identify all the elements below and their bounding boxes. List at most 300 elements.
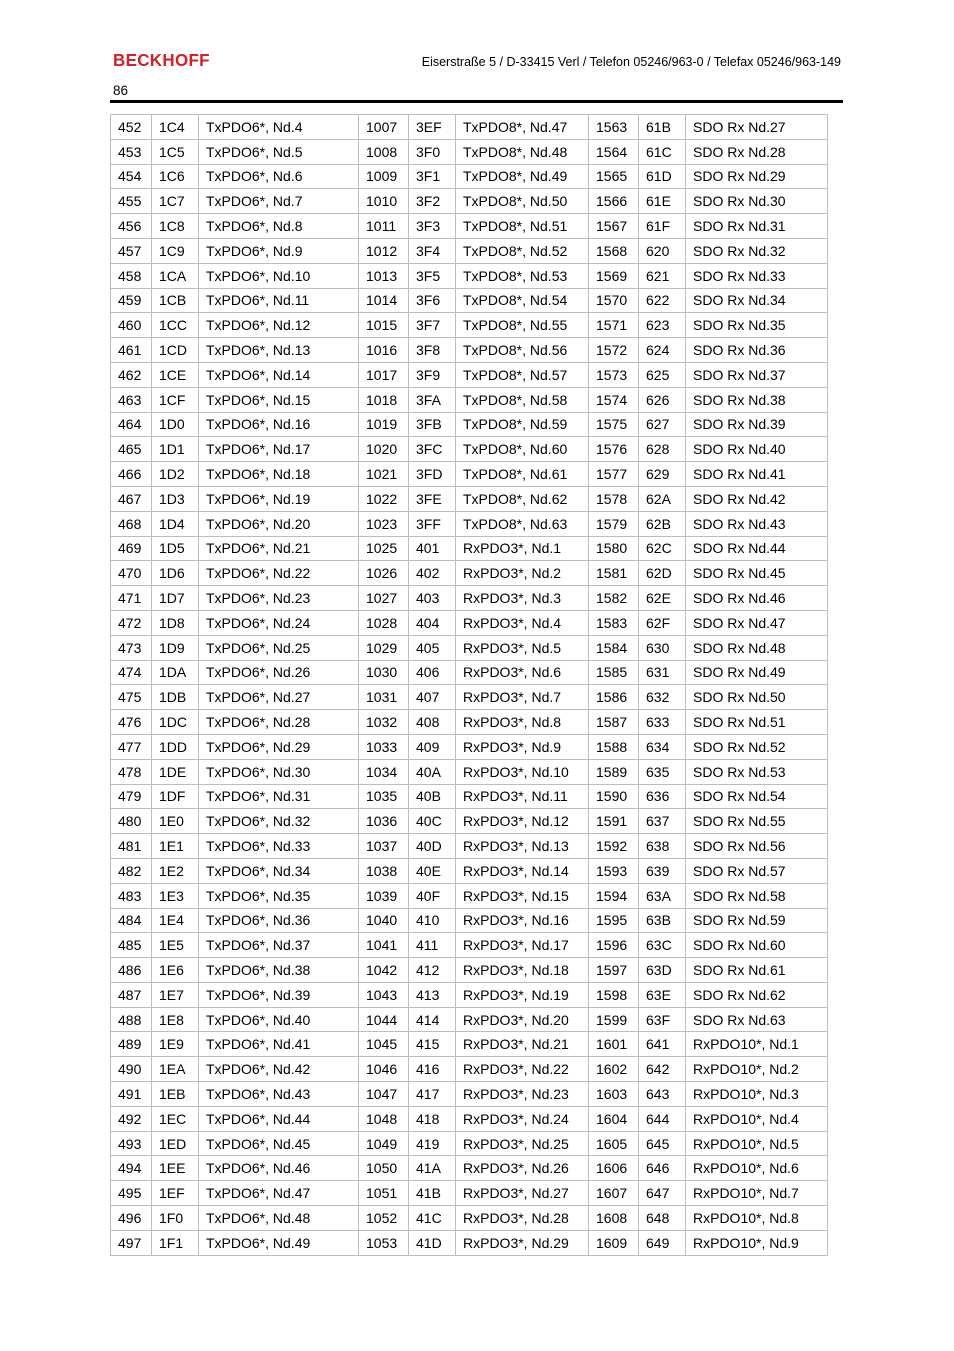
cell-index-hex: 63C (639, 933, 686, 958)
table-row (111, 139, 828, 164)
cell-index-hex: 1C9 (152, 238, 199, 263)
cell-index-dec: 473 (111, 635, 152, 660)
cell-object-name: SDO Rx Nd.62 (686, 982, 828, 1007)
cell-index-hex: 415 (409, 1032, 456, 1057)
cell-index-hex: 1D1 (152, 437, 199, 462)
cell-object-name: TxPDO6*, Nd.14 (199, 362, 359, 387)
cell-object-name: TxPDO6*, Nd.32 (199, 809, 359, 834)
table-row (111, 784, 828, 809)
cell-index-hex: 1C7 (152, 189, 199, 214)
table-row (111, 263, 828, 288)
cell-object-name: RxPDO10*, Nd.3 (686, 1082, 828, 1107)
cell-index-hex: 623 (639, 313, 686, 338)
cell-index-hex: 1E8 (152, 1007, 199, 1032)
table-row (111, 883, 828, 908)
cell-index-dec: 1031 (359, 685, 409, 710)
cell-index-dec: 1606 (589, 1156, 639, 1181)
cell-index-dec: 1047 (359, 1082, 409, 1107)
cell-index-dec: 456 (111, 214, 152, 239)
cell-index-hex: 628 (639, 437, 686, 462)
cell-object-name: SDO Rx Nd.49 (686, 660, 828, 685)
cell-index-dec: 464 (111, 412, 152, 437)
cell-index-dec: 461 (111, 338, 152, 363)
cell-index-hex: 63D (639, 958, 686, 983)
cell-object-name: TxPDO8*, Nd.49 (456, 164, 589, 189)
cell-index-dec: 1587 (589, 710, 639, 735)
cell-index-hex: 639 (639, 858, 686, 883)
cell-index-dec: 486 (111, 958, 152, 983)
cell-object-name: TxPDO6*, Nd.47 (199, 1181, 359, 1206)
cell-object-name: TxPDO6*, Nd.49 (199, 1230, 359, 1255)
cell-object-name: RxPDO10*, Nd.6 (686, 1156, 828, 1181)
cell-index-dec: 1565 (589, 164, 639, 189)
cell-index-dec: 1574 (589, 387, 639, 412)
cell-index-hex: 41A (409, 1156, 456, 1181)
table-row (111, 982, 828, 1007)
cell-object-name: TxPDO6*, Nd.25 (199, 635, 359, 660)
cell-object-name: TxPDO6*, Nd.45 (199, 1131, 359, 1156)
cell-index-hex: 1F0 (152, 1206, 199, 1231)
cell-index-hex: 3F8 (409, 338, 456, 363)
cell-object-name: RxPDO3*, Nd.20 (456, 1007, 589, 1032)
cell-index-dec: 488 (111, 1007, 152, 1032)
cell-index-dec: 453 (111, 139, 152, 164)
cell-object-name: SDO Rx Nd.47 (686, 610, 828, 635)
cell-index-dec: 1016 (359, 338, 409, 363)
cell-object-name: RxPDO3*, Nd.13 (456, 834, 589, 859)
cell-index-hex: 413 (409, 982, 456, 1007)
cell-index-hex: 40D (409, 834, 456, 859)
cell-object-name: SDO Rx Nd.53 (686, 759, 828, 784)
cell-index-dec: 1585 (589, 660, 639, 685)
cell-object-name: RxPDO3*, Nd.22 (456, 1057, 589, 1082)
cell-index-dec: 485 (111, 933, 152, 958)
cell-index-hex: 61B (639, 115, 686, 140)
cell-index-dec: 1027 (359, 586, 409, 611)
cell-index-hex: 1C6 (152, 164, 199, 189)
cell-index-hex: 3EF (409, 115, 456, 140)
cell-object-name: TxPDO6*, Nd.4 (199, 115, 359, 140)
cell-index-dec: 494 (111, 1156, 152, 1181)
table-row (111, 189, 828, 214)
cell-index-hex: 630 (639, 635, 686, 660)
table-row (111, 387, 828, 412)
cell-object-name: TxPDO6*, Nd.16 (199, 412, 359, 437)
cell-index-hex: 41B (409, 1181, 456, 1206)
cell-index-dec: 1049 (359, 1131, 409, 1156)
cell-index-hex: 1DE (152, 759, 199, 784)
cell-index-dec: 1041 (359, 933, 409, 958)
cell-index-dec: 1026 (359, 561, 409, 586)
table-row (111, 1057, 828, 1082)
cell-index-hex: 411 (409, 933, 456, 958)
cell-object-name: RxPDO3*, Nd.1 (456, 536, 589, 561)
cell-object-name: RxPDO3*, Nd.21 (456, 1032, 589, 1057)
cell-index-dec: 469 (111, 536, 152, 561)
cell-index-hex: 1CF (152, 387, 199, 412)
cell-index-dec: 497 (111, 1230, 152, 1255)
cell-index-hex: 1D6 (152, 561, 199, 586)
cell-object-name: SDO Rx Nd.31 (686, 214, 828, 239)
cell-index-hex: 3FF (409, 511, 456, 536)
cell-index-hex: 641 (639, 1032, 686, 1057)
cell-index-hex: 63B (639, 908, 686, 933)
cell-index-hex: 1D3 (152, 486, 199, 511)
cell-object-name: RxPDO3*, Nd.4 (456, 610, 589, 635)
cell-index-dec: 482 (111, 858, 152, 883)
cell-index-dec: 1607 (589, 1181, 639, 1206)
cell-index-hex: 3F6 (409, 288, 456, 313)
cell-index-dec: 480 (111, 809, 152, 834)
cell-index-hex: 3F9 (409, 362, 456, 387)
cell-object-name: SDO Rx Nd.60 (686, 933, 828, 958)
cell-object-name: TxPDO8*, Nd.52 (456, 238, 589, 263)
cell-index-dec: 1563 (589, 115, 639, 140)
cell-index-dec: 1008 (359, 139, 409, 164)
table-row (111, 462, 828, 487)
cell-index-hex: 1DB (152, 685, 199, 710)
cell-index-dec: 1598 (589, 982, 639, 1007)
cell-index-hex: 1E3 (152, 883, 199, 908)
cell-index-hex: 3F0 (409, 139, 456, 164)
cell-object-name: TxPDO6*, Nd.15 (199, 387, 359, 412)
cell-object-name: TxPDO6*, Nd.35 (199, 883, 359, 908)
cell-index-hex: 646 (639, 1156, 686, 1181)
cell-object-name: TxPDO6*, Nd.5 (199, 139, 359, 164)
page-number: 86 (113, 83, 129, 98)
cell-object-name: SDO Rx Nd.42 (686, 486, 828, 511)
table-row (111, 561, 828, 586)
cell-index-dec: 1009 (359, 164, 409, 189)
cell-object-name: TxPDO6*, Nd.9 (199, 238, 359, 263)
cell-object-name: TxPDO6*, Nd.26 (199, 660, 359, 685)
cell-object-name: RxPDO3*, Nd.26 (456, 1156, 589, 1181)
cell-index-hex: 63A (639, 883, 686, 908)
cell-object-name: RxPDO3*, Nd.3 (456, 586, 589, 611)
cell-object-name: TxPDO6*, Nd.8 (199, 214, 359, 239)
cell-index-hex: 1EE (152, 1156, 199, 1181)
cell-index-dec: 1046 (359, 1057, 409, 1082)
cell-object-name: TxPDO6*, Nd.28 (199, 710, 359, 735)
cell-object-name: TxPDO6*, Nd.22 (199, 561, 359, 586)
cell-index-dec: 479 (111, 784, 152, 809)
cell-object-name: SDO Rx Nd.44 (686, 536, 828, 561)
cell-index-dec: 1051 (359, 1181, 409, 1206)
table-row (111, 511, 828, 536)
cell-object-name: RxPDO10*, Nd.8 (686, 1206, 828, 1231)
cell-index-dec: 1048 (359, 1106, 409, 1131)
cell-index-dec: 1599 (589, 1007, 639, 1032)
cell-index-dec: 495 (111, 1181, 152, 1206)
cell-index-hex: 3F4 (409, 238, 456, 263)
cell-index-hex: 3F7 (409, 313, 456, 338)
cell-object-name: TxPDO8*, Nd.55 (456, 313, 589, 338)
table-row (111, 1131, 828, 1156)
cell-index-hex: 643 (639, 1082, 686, 1107)
cell-object-name: TxPDO8*, Nd.47 (456, 115, 589, 140)
cell-object-name: TxPDO8*, Nd.53 (456, 263, 589, 288)
cell-index-hex: 1CD (152, 338, 199, 363)
table-row (111, 486, 828, 511)
cell-index-dec: 1580 (589, 536, 639, 561)
cell-object-name: RxPDO3*, Nd.10 (456, 759, 589, 784)
cell-object-name: SDO Rx Nd.38 (686, 387, 828, 412)
cell-object-name: TxPDO6*, Nd.21 (199, 536, 359, 561)
cell-index-hex: 3F1 (409, 164, 456, 189)
cell-index-hex: 1DF (152, 784, 199, 809)
cell-index-dec: 493 (111, 1131, 152, 1156)
cell-index-hex: 62C (639, 536, 686, 561)
cell-object-name: SDO Rx Nd.43 (686, 511, 828, 536)
cell-index-dec: 1576 (589, 437, 639, 462)
cell-index-dec: 1036 (359, 809, 409, 834)
table-row (111, 586, 828, 611)
cell-index-hex: 3F5 (409, 263, 456, 288)
table-row (111, 164, 828, 189)
cell-index-hex: 63E (639, 982, 686, 1007)
cell-object-name: TxPDO6*, Nd.37 (199, 933, 359, 958)
cell-object-name: TxPDO8*, Nd.63 (456, 511, 589, 536)
cell-object-name: TxPDO6*, Nd.39 (199, 982, 359, 1007)
table-row (111, 412, 828, 437)
cell-index-dec: 462 (111, 362, 152, 387)
cell-object-name: TxPDO6*, Nd.40 (199, 1007, 359, 1032)
cell-index-hex: 1D9 (152, 635, 199, 660)
table-row (111, 1007, 828, 1032)
cell-object-name: TxPDO6*, Nd.31 (199, 784, 359, 809)
cell-index-dec: 1584 (589, 635, 639, 660)
cell-object-name: TxPDO6*, Nd.42 (199, 1057, 359, 1082)
cell-index-hex: 409 (409, 734, 456, 759)
cell-index-hex: 408 (409, 710, 456, 735)
cell-index-dec: 1030 (359, 660, 409, 685)
cell-object-name: TxPDO6*, Nd.20 (199, 511, 359, 536)
cell-index-dec: 1564 (589, 139, 639, 164)
cell-index-hex: 648 (639, 1206, 686, 1231)
cell-object-name: TxPDO8*, Nd.56 (456, 338, 589, 363)
cell-index-hex: 1DA (152, 660, 199, 685)
cell-index-hex: 1D7 (152, 586, 199, 611)
cell-index-dec: 1011 (359, 214, 409, 239)
cell-object-name: TxPDO6*, Nd.48 (199, 1206, 359, 1231)
cell-index-dec: 496 (111, 1206, 152, 1231)
cell-index-hex: 41C (409, 1206, 456, 1231)
cell-object-name: RxPDO3*, Nd.5 (456, 635, 589, 660)
cell-index-hex: 629 (639, 462, 686, 487)
cell-index-dec: 1017 (359, 362, 409, 387)
cell-index-dec: 1594 (589, 883, 639, 908)
cell-object-name: TxPDO8*, Nd.48 (456, 139, 589, 164)
cell-index-dec: 1592 (589, 834, 639, 859)
cell-object-name: RxPDO3*, Nd.8 (456, 710, 589, 735)
cell-index-hex: 1E4 (152, 908, 199, 933)
cell-object-name: TxPDO6*, Nd.30 (199, 759, 359, 784)
cell-index-hex: 638 (639, 834, 686, 859)
table-row (111, 610, 828, 635)
cell-object-name: TxPDO8*, Nd.57 (456, 362, 589, 387)
cell-index-dec: 1582 (589, 586, 639, 611)
cell-index-dec: 1578 (589, 486, 639, 511)
cell-index-dec: 1028 (359, 610, 409, 635)
cell-index-dec: 1581 (589, 561, 639, 586)
cell-object-name: SDO Rx Nd.34 (686, 288, 828, 313)
cell-index-dec: 1605 (589, 1131, 639, 1156)
cell-index-dec: 1608 (589, 1206, 639, 1231)
cell-object-name: SDO Rx Nd.46 (686, 586, 828, 611)
cell-object-name: TxPDO6*, Nd.41 (199, 1032, 359, 1057)
cell-index-dec: 470 (111, 561, 152, 586)
table-row (111, 288, 828, 313)
table-row (111, 536, 828, 561)
cell-object-name: TxPDO6*, Nd.10 (199, 263, 359, 288)
table-row (111, 1206, 828, 1231)
cell-index-hex: 410 (409, 908, 456, 933)
cell-index-dec: 1012 (359, 238, 409, 263)
cell-object-name: SDO Rx Nd.37 (686, 362, 828, 387)
cell-index-hex: 418 (409, 1106, 456, 1131)
cell-index-hex: 624 (639, 338, 686, 363)
cell-index-hex: 61C (639, 139, 686, 164)
cell-object-name: SDO Rx Nd.56 (686, 834, 828, 859)
cell-object-name: SDO Rx Nd.50 (686, 685, 828, 710)
cell-index-dec: 481 (111, 834, 152, 859)
cell-index-hex: 3FC (409, 437, 456, 462)
cell-index-dec: 1568 (589, 238, 639, 263)
cell-index-hex: 631 (639, 660, 686, 685)
cell-index-hex: 647 (639, 1181, 686, 1206)
cell-index-dec: 1571 (589, 313, 639, 338)
cell-object-name: TxPDO6*, Nd.23 (199, 586, 359, 611)
cell-index-hex: 622 (639, 288, 686, 313)
cell-object-name: RxPDO3*, Nd.18 (456, 958, 589, 983)
cell-index-hex: 644 (639, 1106, 686, 1131)
cell-index-dec: 460 (111, 313, 152, 338)
cell-index-dec: 1018 (359, 387, 409, 412)
cell-index-hex: 621 (639, 263, 686, 288)
cell-index-dec: 1572 (589, 338, 639, 363)
cell-object-name: TxPDO6*, Nd.38 (199, 958, 359, 983)
cell-index-dec: 1053 (359, 1230, 409, 1255)
cell-object-name: RxPDO10*, Nd.5 (686, 1131, 828, 1156)
cell-object-name: TxPDO6*, Nd.19 (199, 486, 359, 511)
table-row (111, 338, 828, 363)
cell-index-hex: 405 (409, 635, 456, 660)
cell-index-dec: 471 (111, 586, 152, 611)
cell-index-hex: 633 (639, 710, 686, 735)
table-body (111, 115, 828, 1256)
cell-index-hex: 1CA (152, 263, 199, 288)
cell-index-hex: 1EF (152, 1181, 199, 1206)
cell-index-hex: 632 (639, 685, 686, 710)
table-row (111, 908, 828, 933)
cell-index-hex: 1E1 (152, 834, 199, 859)
cell-index-hex: 1E5 (152, 933, 199, 958)
cell-index-dec: 1593 (589, 858, 639, 883)
cell-index-dec: 1034 (359, 759, 409, 784)
cell-index-hex: 61D (639, 164, 686, 189)
cell-object-name: RxPDO3*, Nd.11 (456, 784, 589, 809)
cell-index-hex: 406 (409, 660, 456, 685)
cell-object-name: SDO Rx Nd.54 (686, 784, 828, 809)
cell-index-dec: 463 (111, 387, 152, 412)
object-mapping-table (110, 114, 828, 1256)
cell-index-dec: 1589 (589, 759, 639, 784)
cell-index-hex: 401 (409, 536, 456, 561)
cell-index-dec: 1015 (359, 313, 409, 338)
cell-index-hex: 1EA (152, 1057, 199, 1082)
cell-object-name: SDO Rx Nd.40 (686, 437, 828, 462)
cell-index-hex: 3FD (409, 462, 456, 487)
cell-index-dec: 1042 (359, 958, 409, 983)
cell-index-dec: 1569 (589, 263, 639, 288)
cell-index-hex: 1D2 (152, 462, 199, 487)
cell-object-name: TxPDO6*, Nd.18 (199, 462, 359, 487)
cell-index-dec: 1033 (359, 734, 409, 759)
cell-index-hex: 62E (639, 586, 686, 611)
cell-object-name: TxPDO6*, Nd.12 (199, 313, 359, 338)
cell-index-dec: 474 (111, 660, 152, 685)
cell-object-name: RxPDO3*, Nd.16 (456, 908, 589, 933)
cell-object-name: TxPDO6*, Nd.6 (199, 164, 359, 189)
cell-object-name: TxPDO6*, Nd.33 (199, 834, 359, 859)
cell-object-name: SDO Rx Nd.30 (686, 189, 828, 214)
cell-index-dec: 455 (111, 189, 152, 214)
cell-index-hex: 3F2 (409, 189, 456, 214)
table-row (111, 685, 828, 710)
cell-index-hex: 3FB (409, 412, 456, 437)
cell-index-dec: 490 (111, 1057, 152, 1082)
cell-index-hex: 1EB (152, 1082, 199, 1107)
cell-object-name: SDO Rx Nd.36 (686, 338, 828, 363)
cell-index-dec: 1603 (589, 1082, 639, 1107)
cell-index-dec: 489 (111, 1032, 152, 1057)
cell-object-name: TxPDO6*, Nd.34 (199, 858, 359, 883)
cell-index-dec: 1591 (589, 809, 639, 834)
table-row (111, 437, 828, 462)
cell-object-name: SDO Rx Nd.33 (686, 263, 828, 288)
cell-object-name: TxPDO6*, Nd.27 (199, 685, 359, 710)
cell-index-hex: 40E (409, 858, 456, 883)
cell-index-dec: 468 (111, 511, 152, 536)
cell-object-name: RxPDO3*, Nd.23 (456, 1082, 589, 1107)
cell-index-dec: 1022 (359, 486, 409, 511)
cell-index-hex: 1ED (152, 1131, 199, 1156)
cell-index-hex: 414 (409, 1007, 456, 1032)
cell-object-name: TxPDO6*, Nd.29 (199, 734, 359, 759)
cell-object-name: SDO Rx Nd.55 (686, 809, 828, 834)
table-row (111, 1230, 828, 1255)
cell-index-hex: 1D4 (152, 511, 199, 536)
cell-index-hex: 412 (409, 958, 456, 983)
cell-index-dec: 1035 (359, 784, 409, 809)
cell-object-name: SDO Rx Nd.45 (686, 561, 828, 586)
cell-index-hex: 1D5 (152, 536, 199, 561)
cell-object-name: SDO Rx Nd.59 (686, 908, 828, 933)
cell-object-name: TxPDO6*, Nd.44 (199, 1106, 359, 1131)
cell-index-dec: 1609 (589, 1230, 639, 1255)
cell-index-hex: 3FE (409, 486, 456, 511)
table-row (111, 933, 828, 958)
cell-index-dec: 1597 (589, 958, 639, 983)
cell-index-dec: 1577 (589, 462, 639, 487)
cell-object-name: RxPDO3*, Nd.15 (456, 883, 589, 908)
cell-index-hex: 636 (639, 784, 686, 809)
table-row (111, 115, 828, 140)
cell-index-dec: 491 (111, 1082, 152, 1107)
cell-object-name: RxPDO3*, Nd.28 (456, 1206, 589, 1231)
cell-index-hex: 1EC (152, 1106, 199, 1131)
cell-index-hex: 419 (409, 1131, 456, 1156)
